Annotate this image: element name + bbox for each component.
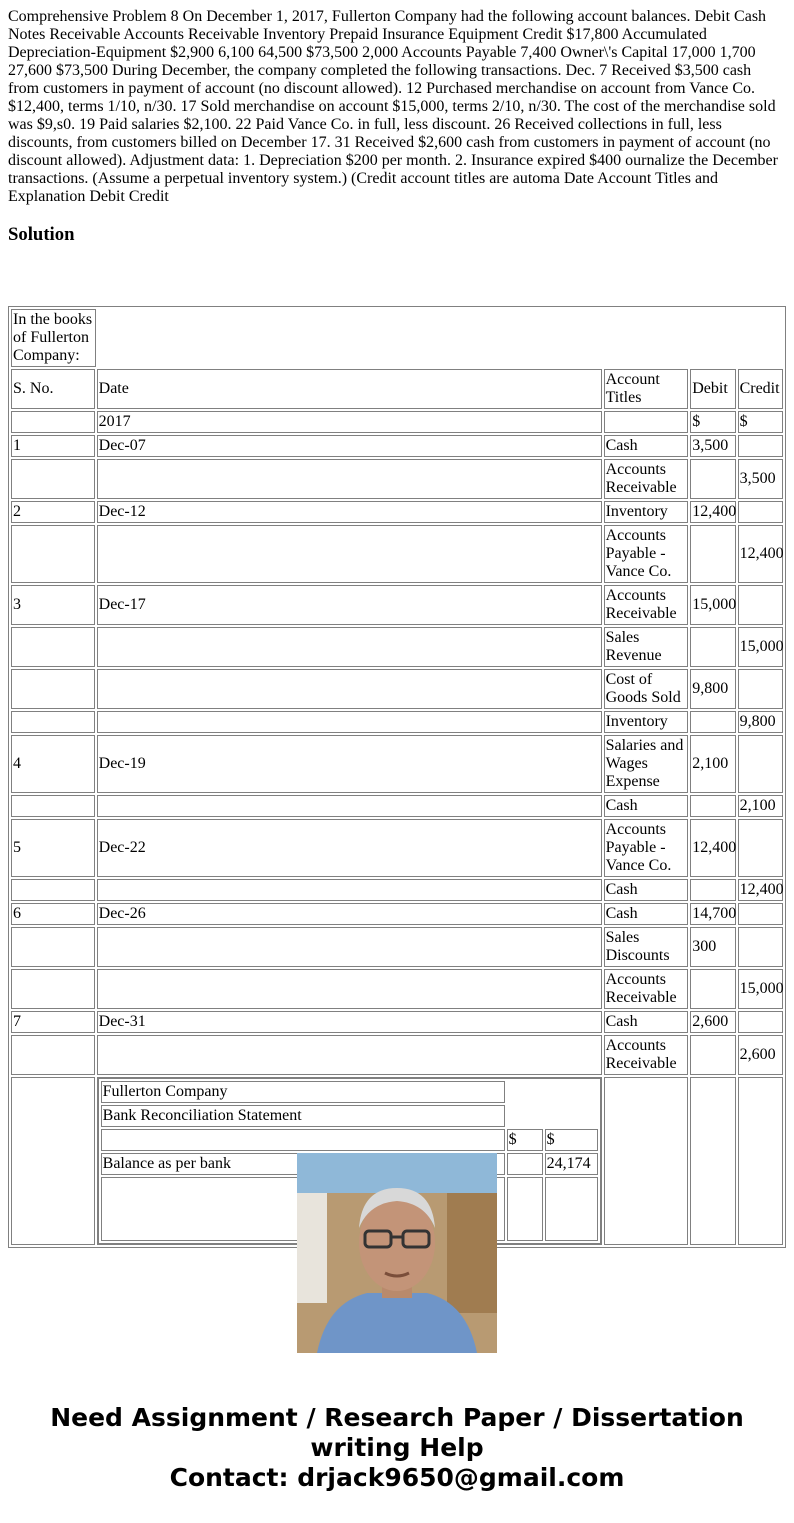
cell-debit bbox=[690, 1035, 735, 1075]
cell-account: Accounts Payable - Vance Co. bbox=[604, 819, 689, 877]
cell-sno bbox=[11, 1035, 95, 1075]
cell-credit: 15,000 bbox=[738, 969, 783, 1009]
cell-credit bbox=[738, 903, 783, 925]
cell-sno: 2 bbox=[11, 501, 95, 523]
cell-sno: 7 bbox=[11, 1011, 95, 1033]
books-label: In the books of Fullerton Company: bbox=[11, 309, 96, 367]
cell-sno bbox=[11, 411, 95, 433]
cell-debit bbox=[690, 1077, 735, 1245]
cell-sno: 6 bbox=[11, 903, 95, 925]
table-row bbox=[11, 585, 783, 625]
promo-line-1: Need Assignment / Research Paper / Dissertation bbox=[50, 1403, 744, 1432]
cell-credit: 3,500 bbox=[738, 459, 783, 499]
cell-date bbox=[97, 795, 602, 817]
header-date: Date bbox=[97, 369, 602, 409]
journal-table bbox=[8, 306, 786, 1248]
cell-credit bbox=[738, 1077, 783, 1245]
cell-credit: 12,400 bbox=[738, 879, 783, 901]
cell-credit bbox=[738, 501, 783, 523]
cell-credit bbox=[738, 927, 783, 967]
cell-credit bbox=[738, 819, 783, 877]
table-row bbox=[11, 435, 783, 457]
cell-credit: 15,000 bbox=[738, 627, 783, 667]
cell-sno: 5 bbox=[11, 819, 95, 877]
cell-account: Inventory bbox=[604, 501, 689, 523]
recon-amount-1 bbox=[507, 1153, 543, 1175]
header-debit: Debit bbox=[690, 369, 735, 409]
cell-debit: 3,500 bbox=[690, 435, 735, 457]
header-sno: S. No. bbox=[11, 369, 95, 409]
cell-credit: 2,100 bbox=[738, 795, 783, 817]
cell-date bbox=[97, 969, 602, 1009]
cell-date bbox=[97, 711, 602, 733]
cell-account: Inventory bbox=[604, 711, 689, 733]
cell-debit: 15,000 bbox=[690, 585, 735, 625]
cell-date bbox=[97, 525, 602, 583]
cell-date bbox=[97, 459, 602, 499]
cell-sno bbox=[11, 1077, 95, 1245]
table-row bbox=[11, 669, 783, 709]
table-row bbox=[11, 459, 783, 499]
recon-company: Fullerton Company bbox=[101, 1081, 505, 1103]
cell-sno bbox=[11, 627, 95, 667]
cell-credit: 2,600 bbox=[738, 1035, 783, 1075]
author-avatar bbox=[297, 1153, 497, 1353]
table-row bbox=[11, 927, 783, 967]
cell-debit: 12,400 bbox=[690, 501, 735, 523]
recon-currency-label bbox=[101, 1129, 505, 1151]
header-account-titles: Account Titles bbox=[604, 369, 689, 409]
cell-sno: 1 bbox=[11, 435, 95, 457]
recon-currency-2: $ bbox=[545, 1129, 598, 1151]
cell-sno bbox=[11, 969, 95, 1009]
cell-debit bbox=[690, 525, 735, 583]
cell-credit: $ bbox=[738, 411, 783, 433]
table-row bbox=[11, 969, 783, 1009]
cell-sno bbox=[11, 879, 95, 901]
cell-debit: 14,700 bbox=[690, 903, 735, 925]
cell-date: Dec-07 bbox=[97, 435, 602, 457]
cell-account bbox=[604, 1077, 689, 1245]
cell-debit: 2,100 bbox=[690, 735, 735, 793]
cell-debit bbox=[690, 969, 735, 1009]
cell-account: Sales Revenue bbox=[604, 627, 689, 667]
cell-sno bbox=[11, 927, 95, 967]
header-credit: Credit bbox=[738, 369, 783, 409]
promo-line-2: writing Help bbox=[310, 1433, 484, 1462]
cell-debit: 300 bbox=[690, 927, 735, 967]
cell-debit bbox=[690, 879, 735, 901]
recon-label: Balance as per bank bbox=[101, 1153, 505, 1175]
table-row bbox=[11, 795, 783, 817]
table-row bbox=[11, 627, 783, 667]
cell-date: Dec-26 bbox=[97, 903, 602, 925]
cell-credit bbox=[738, 735, 783, 793]
solution-heading: Solution bbox=[8, 224, 75, 245]
cell-credit bbox=[738, 585, 783, 625]
table-row bbox=[11, 411, 783, 433]
cell-date bbox=[97, 927, 602, 967]
cell-account: Cash bbox=[604, 795, 689, 817]
cell-debit: $ bbox=[690, 411, 735, 433]
header-row bbox=[11, 369, 783, 409]
cell-account: Cost of Goods Sold bbox=[604, 669, 689, 709]
cell-debit bbox=[690, 627, 735, 667]
promo-banner bbox=[0, 1403, 794, 1493]
cell-sno bbox=[11, 711, 95, 733]
cell-credit: 9,800 bbox=[738, 711, 783, 733]
cell-date: Dec-22 bbox=[97, 819, 602, 877]
promo-contact: Contact: drjack9650@gmail.com bbox=[169, 1463, 625, 1492]
cell-debit bbox=[690, 795, 735, 817]
cell-date: Dec-31 bbox=[97, 1011, 602, 1033]
cell-sno bbox=[11, 525, 95, 583]
table-row bbox=[11, 735, 783, 793]
cell-sno: 3 bbox=[11, 585, 95, 625]
table-row bbox=[11, 1011, 783, 1033]
cell-account: Cash bbox=[604, 1011, 689, 1033]
cell-date: 2017 bbox=[97, 411, 602, 433]
cell-account: Cash bbox=[604, 879, 689, 901]
cell-account: Cash bbox=[604, 903, 689, 925]
cell-credit bbox=[738, 1011, 783, 1033]
table-row bbox=[11, 819, 783, 877]
question-text: Comprehensive Problem 8 On December 1, 2017, Fullerton Company had the following account balances. Debit Cash Notes Receivable Accounts Receivable Inventory Prepaid Insurance Equipment Credit $17,800 Accumulated Depreciation-Equipment $2,900 6,100 64,500 $73,500 2,000 Accounts Payable 7,400 Owner\'s Capital 17,000 1,700 27,600 $73,500 During December, the company completed the following transactions. Dec. 7 Received $3,500 cash from customers in payment of account (no discount allowed). 12 Purchased merchandise on account from Vance Co. $12,400, terms 1/10, n/30. 17 Sold merchandise on account $15,000, terms 2/10, n/30. The cost of the merchandise sold was $9,s0. 19 Paid salaries $2,100. 22 Paid Vance Co. in full, less discount. 26 Received collections in full, less discounts, from customers billed on December 17. 31 Received $2,600 cash from customers in payment of account (no discount allowed). Adjustment data: 1. Depreciation $200 per month. 2. Insurance expired $400 ournalize the December transactions. (Assume a perpetual inventory system.) (Credit account titles are automa Date Account Titles and Explanation Debit Credit bbox=[8, 8, 778, 205]
recon-amount-2: 24,174 bbox=[545, 1153, 598, 1175]
table-row bbox=[11, 879, 783, 901]
cell-account: Salaries and Wages Expense bbox=[604, 735, 689, 793]
cell-debit: 12,400 bbox=[690, 819, 735, 877]
cell-date: Dec-17 bbox=[97, 585, 602, 625]
cell-account bbox=[604, 411, 689, 433]
cell-date: Dec-19 bbox=[97, 735, 602, 793]
table-row bbox=[11, 501, 783, 523]
table-row bbox=[11, 711, 783, 733]
cell-account: Accounts Receivable bbox=[604, 459, 689, 499]
table-row bbox=[11, 525, 783, 583]
cell-debit bbox=[690, 711, 735, 733]
cell-account: Accounts Receivable bbox=[604, 585, 689, 625]
cell-debit: 9,800 bbox=[690, 669, 735, 709]
cell-sno: 4 bbox=[11, 735, 95, 793]
cell-account: Accounts Payable - Vance Co. bbox=[604, 525, 689, 583]
cell-sno bbox=[11, 795, 95, 817]
cell-sno bbox=[11, 459, 95, 499]
cell-debit: 2,600 bbox=[690, 1011, 735, 1033]
cell-date bbox=[97, 1035, 602, 1075]
cell-credit bbox=[738, 669, 783, 709]
recon-currency-1: $ bbox=[507, 1129, 543, 1151]
cell-account: Cash bbox=[604, 435, 689, 457]
cell-account: Accounts Receivable bbox=[604, 1035, 689, 1075]
cell-credit: 12,400 bbox=[738, 525, 783, 583]
cell-credit bbox=[738, 435, 783, 457]
cell-date bbox=[97, 879, 602, 901]
cell-debit bbox=[690, 459, 735, 499]
cell-account: Accounts Receivable bbox=[604, 969, 689, 1009]
cell-sno bbox=[11, 669, 95, 709]
cell-date bbox=[97, 627, 602, 667]
cell-account: Sales Discounts bbox=[604, 927, 689, 967]
table-row bbox=[11, 903, 783, 925]
books-row bbox=[11, 309, 783, 367]
recon-title: Bank Reconciliation Statement bbox=[101, 1105, 505, 1127]
cell-date: Dec-12 bbox=[97, 501, 602, 523]
cell-date bbox=[97, 669, 602, 709]
table-row bbox=[11, 1035, 783, 1075]
